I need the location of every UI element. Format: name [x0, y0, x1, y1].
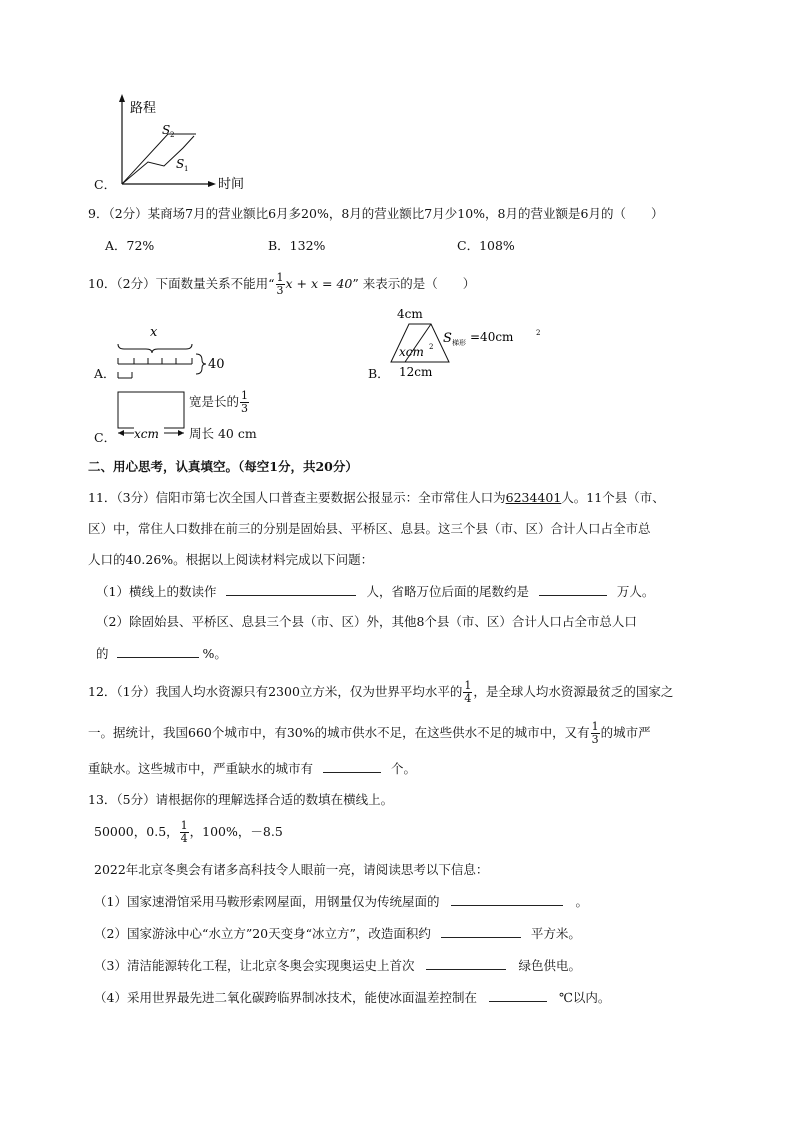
b-bottom-label: 12cm	[399, 365, 433, 379]
q11-line3: 人口的40.26%。根据以上阅读材料完成以下问题：	[88, 552, 374, 567]
q10-c-perimeter: 周长 40 cm	[189, 426, 257, 441]
q13-numbers: 50000，0.5， $\frac{1}{4}$ ，100%，－8.5	[94, 819, 283, 845]
q11-blank-3[interactable]	[117, 645, 199, 658]
q11-blank-1[interactable]	[226, 583, 356, 596]
y-axis-label: 路程	[130, 101, 157, 116]
q10-stem	[88, 272, 475, 297]
q12-line3: 重缺水。这些城市中，严重缺水的城市有 个。	[88, 761, 416, 776]
q10-stem-pre: 10．（2分）下面数量关系不能用“	[88, 276, 275, 291]
c-length-label: xcm	[134, 427, 159, 441]
q13-item1: （1）国家速滑馆采用马鞍形索网屋面，用钢量仅为传统屋面的 。	[94, 894, 588, 909]
b-area-value: =40cm	[470, 330, 514, 344]
q12-line1: 12．（1分）我国人均水资源只有2300立方米，仅为世界平均水平的 $\frac{1}{4}$ ，是全球人均水资源最贫乏的国家之	[88, 679, 674, 705]
q13-item4: （4）采用世界最先进二氧化碳跨临界制冰技术，能使冰面温差控制在 ℃以内。	[94, 990, 611, 1005]
q11-line1: 11．（3分）信阳市第七次全国人口普查主要数据公报显示：全市常住人口为6234401人。11个县（市、	[88, 490, 665, 505]
q13-blank-3[interactable]	[426, 957, 506, 970]
x-axis-label: 时间	[218, 177, 245, 192]
s1-label: S	[176, 157, 185, 171]
q13-item2: （2）国家游泳中心“水立方”20天变身“冰立方”，改造面积约 平方米。	[94, 926, 581, 941]
b-inner-sup: 2	[429, 343, 434, 351]
b-area-s: S	[443, 331, 452, 346]
q9-option-c: C．108%	[457, 238, 515, 253]
q13-item3: （3）清洁能源转化工程，让北京冬奥会实现奥运史上首次 绿色供电。	[94, 958, 581, 973]
b-area-sub: 梯形	[452, 339, 466, 347]
q12-line2: 一。据统计，我国660个城市中，有30%的城市供水不足，在这些供水不足的城市中，又有 $\frac{1}{3}$ 的城市严	[88, 720, 651, 746]
q10-fraction: $\frac{1}{3}$	[276, 271, 284, 297]
q9-option-a: A．72%	[105, 238, 155, 253]
b-inner-label: xcm	[399, 345, 424, 359]
q13-stem: 13．（5分）请根据你的理解选择合适的数填在横线上。	[88, 792, 394, 807]
q12-fraction-2: $\frac{1}{3}$	[591, 720, 599, 746]
q11-population-number: 6234401	[505, 490, 562, 505]
q10-expression: x + x = 40	[285, 276, 353, 291]
b-area-sup: 2	[536, 329, 541, 337]
q10-option-b-diagram	[385, 304, 545, 380]
a-x-label: x	[150, 325, 158, 340]
s1-subscript: 1	[184, 165, 189, 173]
q11-blank-2[interactable]	[539, 583, 607, 596]
q13-blank-2[interactable]	[441, 925, 521, 938]
q10-option-b-label: B．	[368, 366, 390, 381]
q13-fraction: $\frac{1}{4}$	[180, 819, 188, 845]
q10-c-width-note: 宽是长的 $\frac{1}{3}$	[189, 389, 249, 415]
q10-option-a-label: A．	[94, 366, 116, 381]
q10-option-a-diagram	[112, 322, 232, 382]
q13-blank-1[interactable]	[451, 893, 563, 906]
q9-stem: 9．（2分）某商场7月的营业额比6月多20%，8月的营业额比7月少10%，8月的营业额是6月的（ ）	[88, 206, 664, 221]
q11-sub1: （1）横线上的数读作 人，省略万位后面的尾数约是 万人。	[96, 584, 655, 599]
q12-fraction-1: $\frac{1}{4}$	[464, 679, 472, 705]
q11-sub2-line1: （2）除固始县、平桥区、息县三个县（市、区）外，其他8个县（市、区）合计人口占全市总人口	[96, 614, 637, 629]
q8-option-c-label: C．	[94, 177, 117, 192]
s2-label: S	[162, 123, 171, 137]
c-fraction: $\frac{1}{3}$	[241, 389, 249, 415]
section-2-heading: 二、用心思考，认真填空。（每空1分，共20分）	[88, 459, 358, 474]
q13-blank-4[interactable]	[489, 989, 547, 1002]
s2-subscript: 2	[170, 131, 175, 139]
q12-blank[interactable]	[323, 760, 381, 773]
q9-option-b: B．132%	[268, 238, 326, 253]
a-value-label: 40	[208, 357, 225, 372]
q8-option-c-graph	[108, 92, 268, 192]
b-top-label: 4cm	[397, 307, 423, 321]
q11-sub2-line2: 的 %。	[96, 646, 227, 661]
q10-option-c-label: C．	[94, 430, 117, 445]
q10-option-c-diagram	[112, 388, 188, 444]
q10-stem-post: ” 来表示的是（ ）	[352, 276, 476, 291]
q13-intro: 2022年北京冬奥会有诸多高科技令人眼前一亮，请阅读思考以下信息：	[94, 862, 489, 877]
q11-line2: 区）中，常住人口数排在前三的分别是固始县、平桥区、息县。这三个县（市、区）合计人口占全市总	[88, 521, 651, 536]
